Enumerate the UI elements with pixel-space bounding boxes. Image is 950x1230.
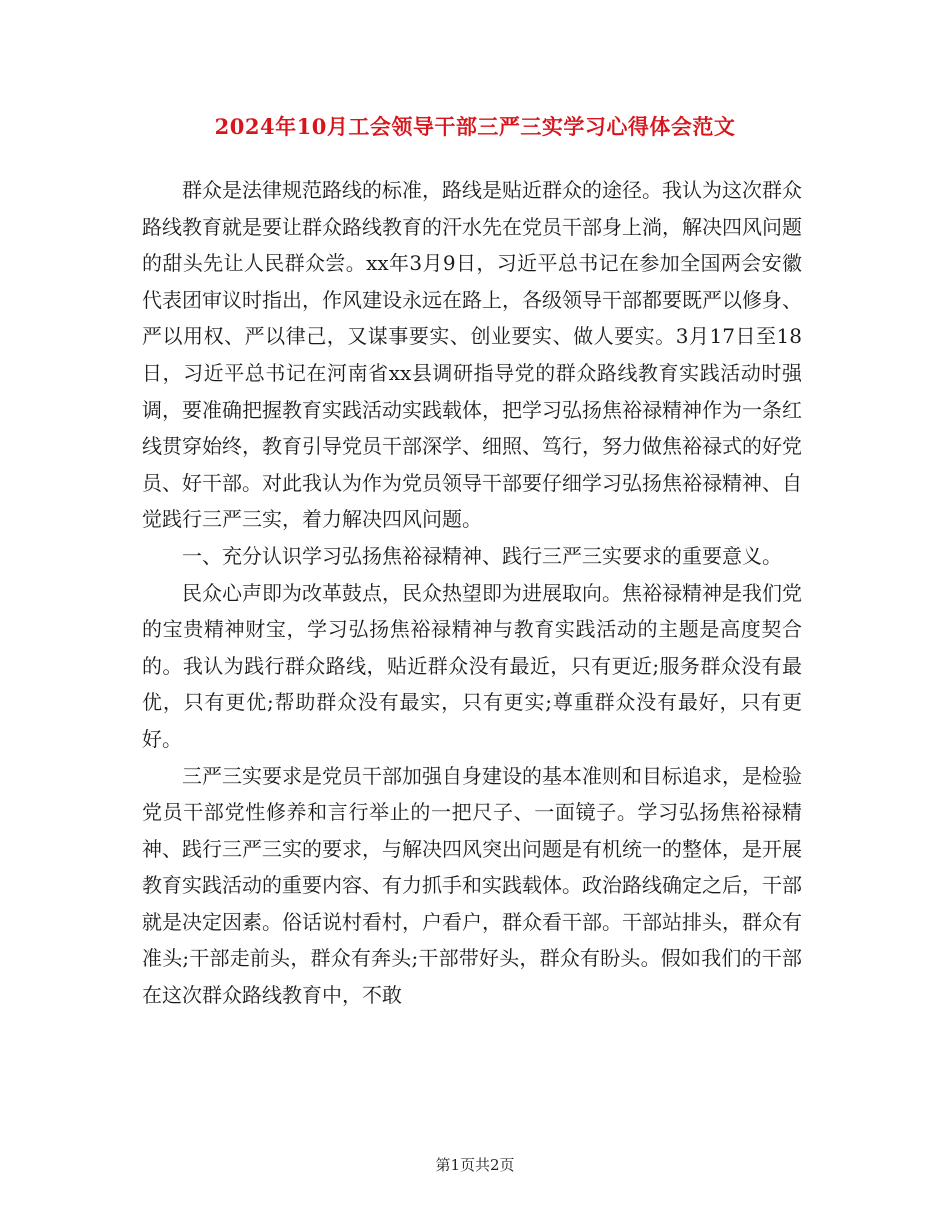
paragraph-public-voice: 民众心声即为改革鼓点，民众热望即为进展取向。焦裕禄精神是我们党的宝贵精神财宝，学习弘扬焦裕禄精神与教育实践活动的主题是高度契合的。我认为践行群众路线，贴近群众没有最近，只有更近;服务群众没有最优，只有更优;帮助群众没有最实，只有更实;尊重群众没有最好，只有更好。 (142, 580, 802, 751)
document-title: 2024年10月工会领导干部三严三实学习心得体会范文 (214, 114, 736, 139)
paragraph-section-heading: 一、充分认识学习弘扬焦裕禄精神、践行三严三实要求的重要意义。 (182, 543, 782, 568)
paragraph-three-stricts: 三严三实要求是党员干部加强自身建设的基本准则和目标追求，是检验党员干部党性修养和言行举止的一把尺子、一面镜子。学习弘扬焦裕禄精神、践行三严三实的要求，与解决四风突出问题是有机统一的整体，是开展教育实践活动的重要内容、有力抓手和实践载体。政治路线确定之后，干部就是决定因素。俗话说村看村，户看户，群众看干部。干部站排头，群众有准头;干部走前头，群众有奔头;干部带好头，群众有盼头。假如我们的干部在这次群众路线教育中，不敢 (142, 763, 802, 1008)
document-body (142, 172, 802, 1014)
page-number-footer: 第1页共2页 (435, 1156, 515, 1174)
paragraph-intro: 群众是法律规范路线的标准，路线是贴近群众的途径。我认为这次群众路线教育就是要让群众路线教育的汗水先在党员干部身上淌，解决四风问题的甜头先让人民群众尝。xx年3月9日，习近平总书记在参加全国两会安徽代表团审议时指出，作风建设永远在路上，各级领导干部都要既严以修身、严以用权、严以律己，又谋事要实、创业要实、做人要实。3月17日至18日，习近平总书记在河南省xx县调研指导党的群众路线教育实践活动时强调，要准确把握教育实践活动实践载体，把学习弘扬焦裕禄精神作为一条红线贯穿始终，教育引导党员干部深学、细照、笃行，努力做焦裕禄式的好党员、好干部。对此我认为作为党员领导干部要仔细学习弘扬焦裕禄精神、自觉践行三严三实，着力解决四风问题。 (142, 178, 802, 532)
